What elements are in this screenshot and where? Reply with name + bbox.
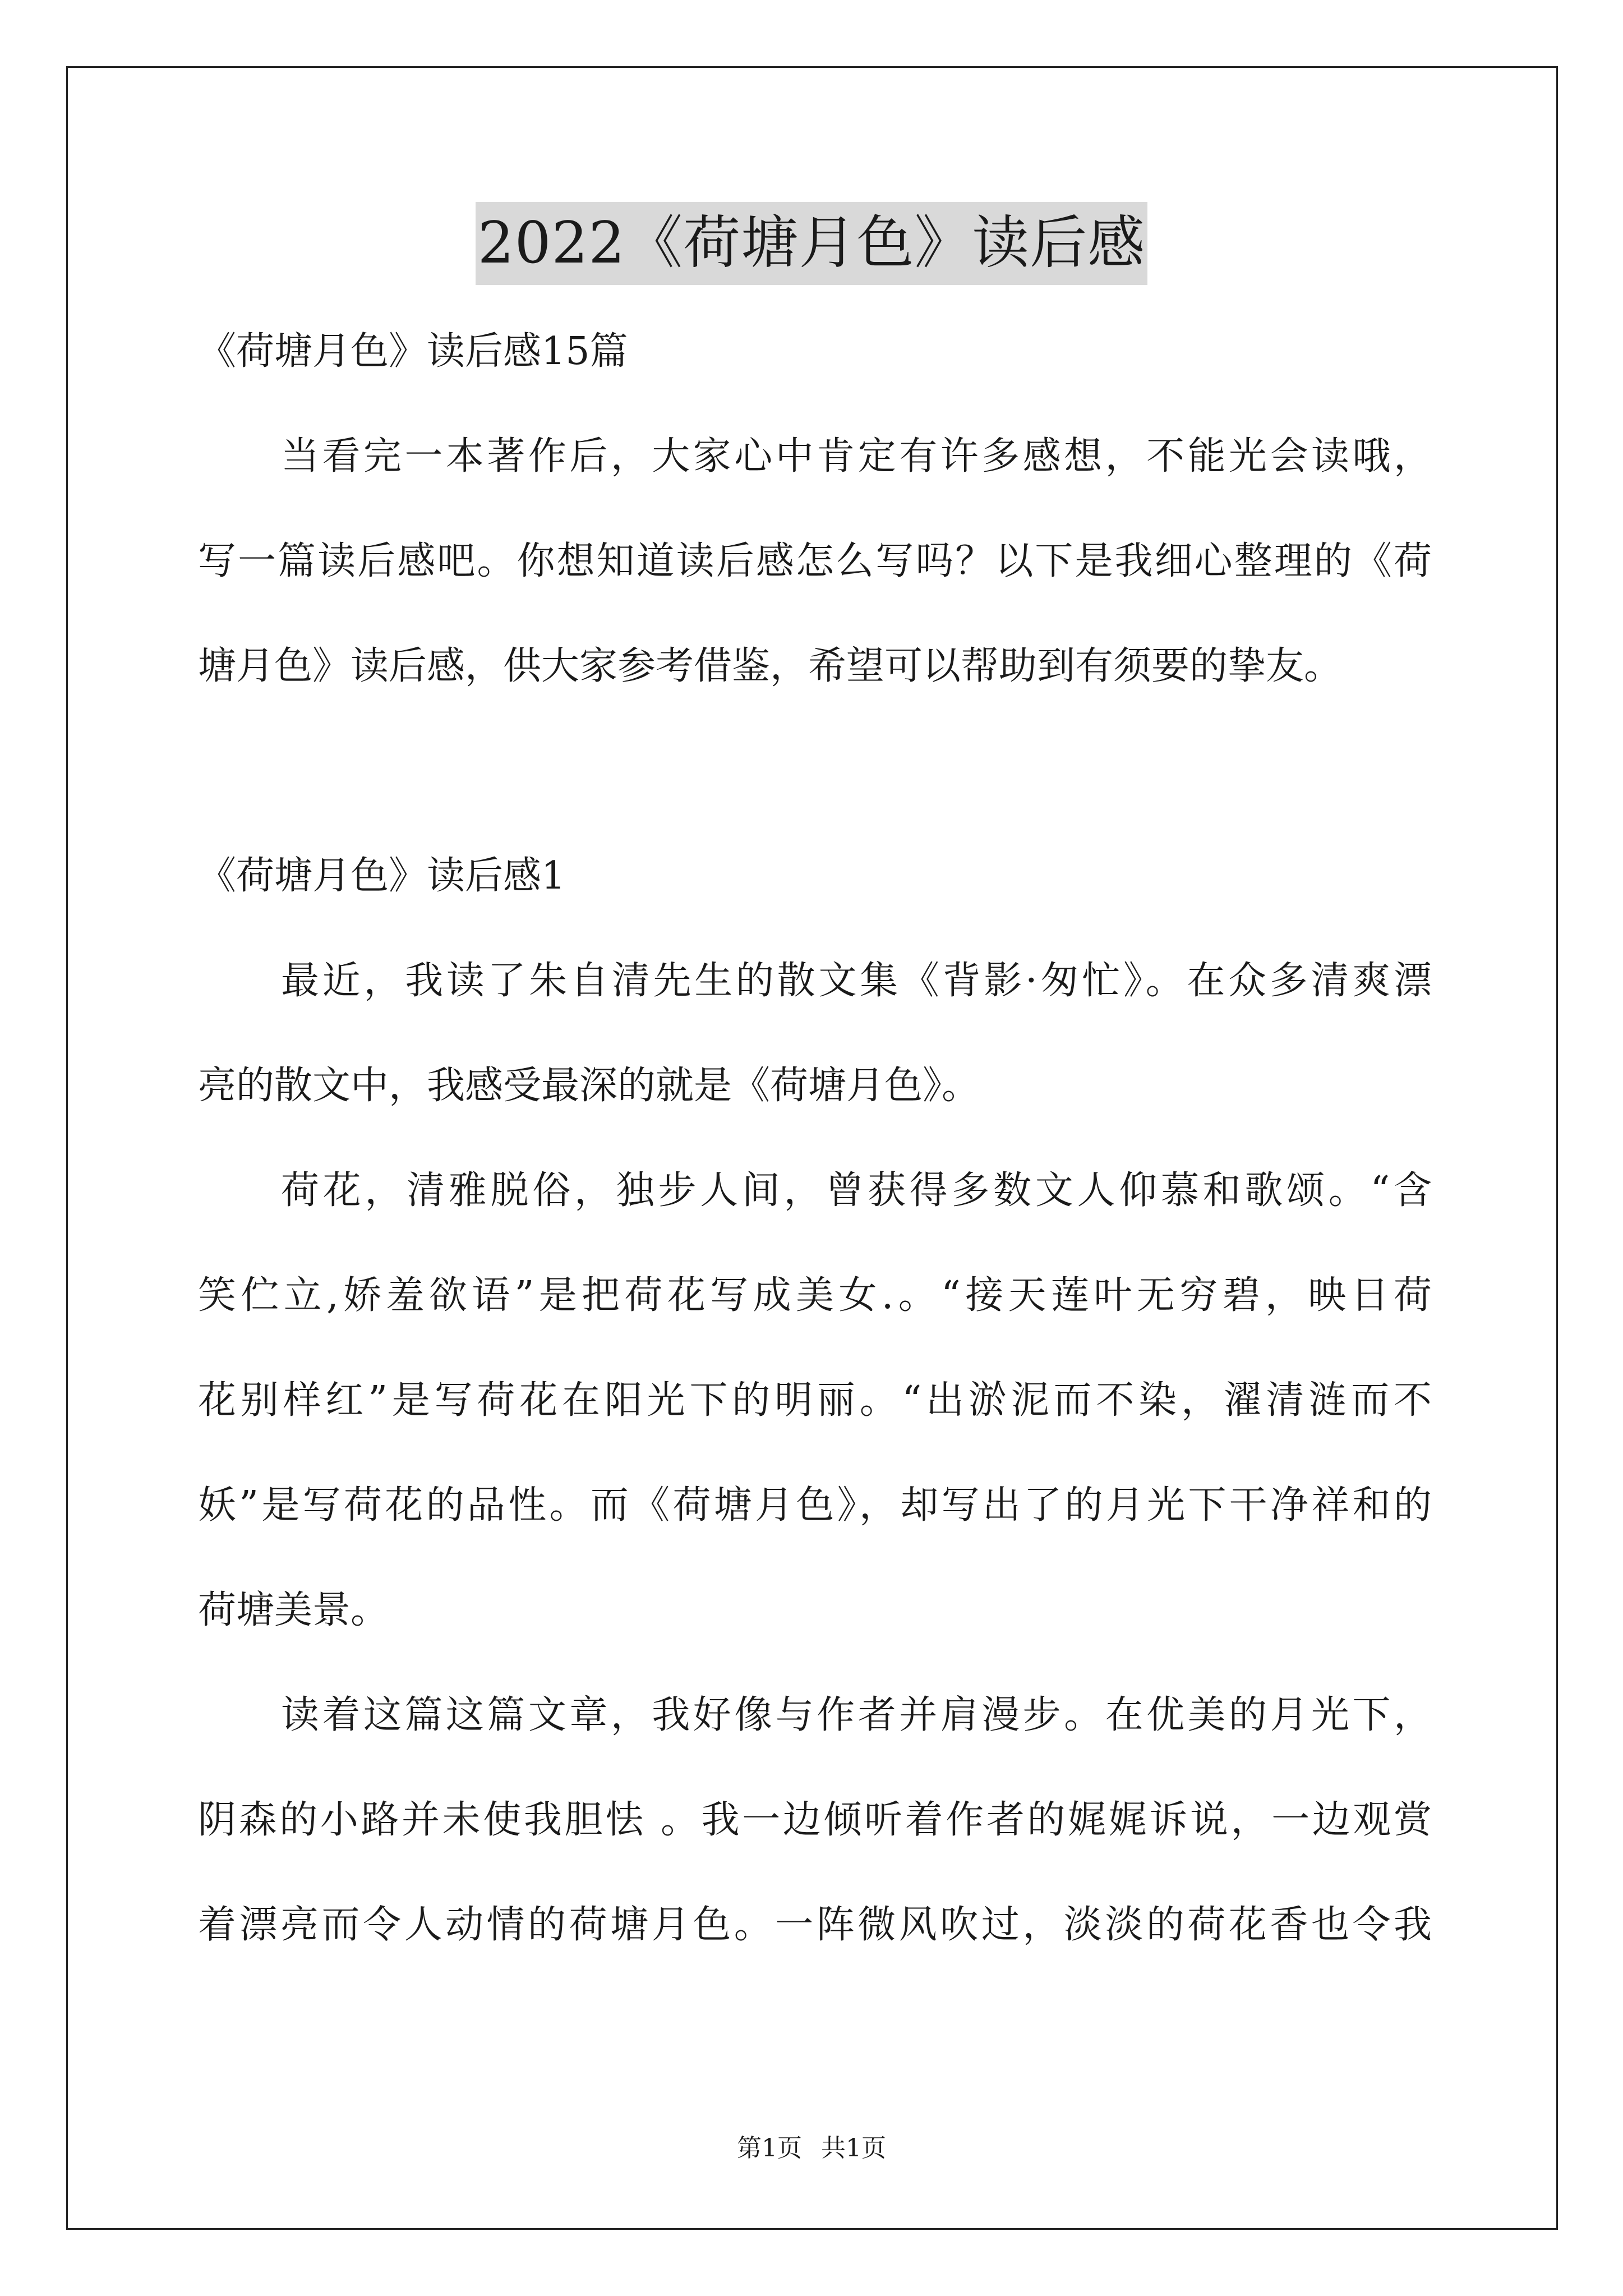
page-footer [0, 2132, 1623, 2165]
total-pages: 共1页 [821, 2134, 886, 2162]
paragraph-line: 荷塘美景。 [198, 1588, 389, 1632]
page-number: 第1页 [737, 2134, 802, 2162]
paragraph-line: 着漂亮而令人动情的荷塘月色。一阵微风吹过，淡淡的荷花香也令我 [198, 1903, 1432, 1947]
section-heading: 《荷塘月色》读后感1 [198, 854, 566, 898]
intro-line: 当看完一本著作后，大家心中肯定有许多感想，不能光会读哦， [281, 434, 1432, 478]
intro-line: 塘月色》读后感，供大家参考借鉴，希望可以帮助到有须要的挚友。 [198, 644, 1343, 688]
intro-line: 写一篇读后感吧。你想知道读后感怎么写吗？以下是我细心整理的《荷 [198, 539, 1432, 583]
paragraph-line: 荷花，清雅脱俗，独步人间，曾获得多数文人仰慕和歌颂。“含 [281, 1168, 1432, 1213]
paragraph-line: 笑伫立,娇羞欲语”是把荷花写成美女.。“接天莲叶无穷碧，映日荷 [198, 1273, 1432, 1318]
title-container [0, 202, 1623, 285]
paragraph-line: 读着这篇这篇文章，我好像与作者并肩漫步。在优美的月光下， [281, 1693, 1432, 1737]
spacer [198, 719, 1432, 823]
paragraph-line: 花别样红”是写荷花在阳光下的明丽。“出淤泥而不染，濯清涟而不 [198, 1378, 1432, 1423]
paragraph-line: 亮的散文中，我感受最深的就是《荷塘月色》。 [198, 1064, 980, 1108]
document-title: 2022《荷塘月色》读后感 [476, 202, 1148, 285]
paragraph-line: 阴森的小路并未使我胆怯 。我一边倾听着作者的娓娓诉说，一边观赏 [198, 1798, 1432, 1842]
document-body [198, 299, 1432, 1977]
subtitle: 《荷塘月色》读后感15篇 [198, 329, 628, 374]
paragraph-line: 最近，我读了朱自清先生的散文集《背影·匆忙》。在众多清爽漂 [281, 959, 1432, 1003]
paragraph-line: 妖”是写荷花的品性。而《荷塘月色》，却写出了的月光下干净祥和的 [198, 1483, 1432, 1527]
